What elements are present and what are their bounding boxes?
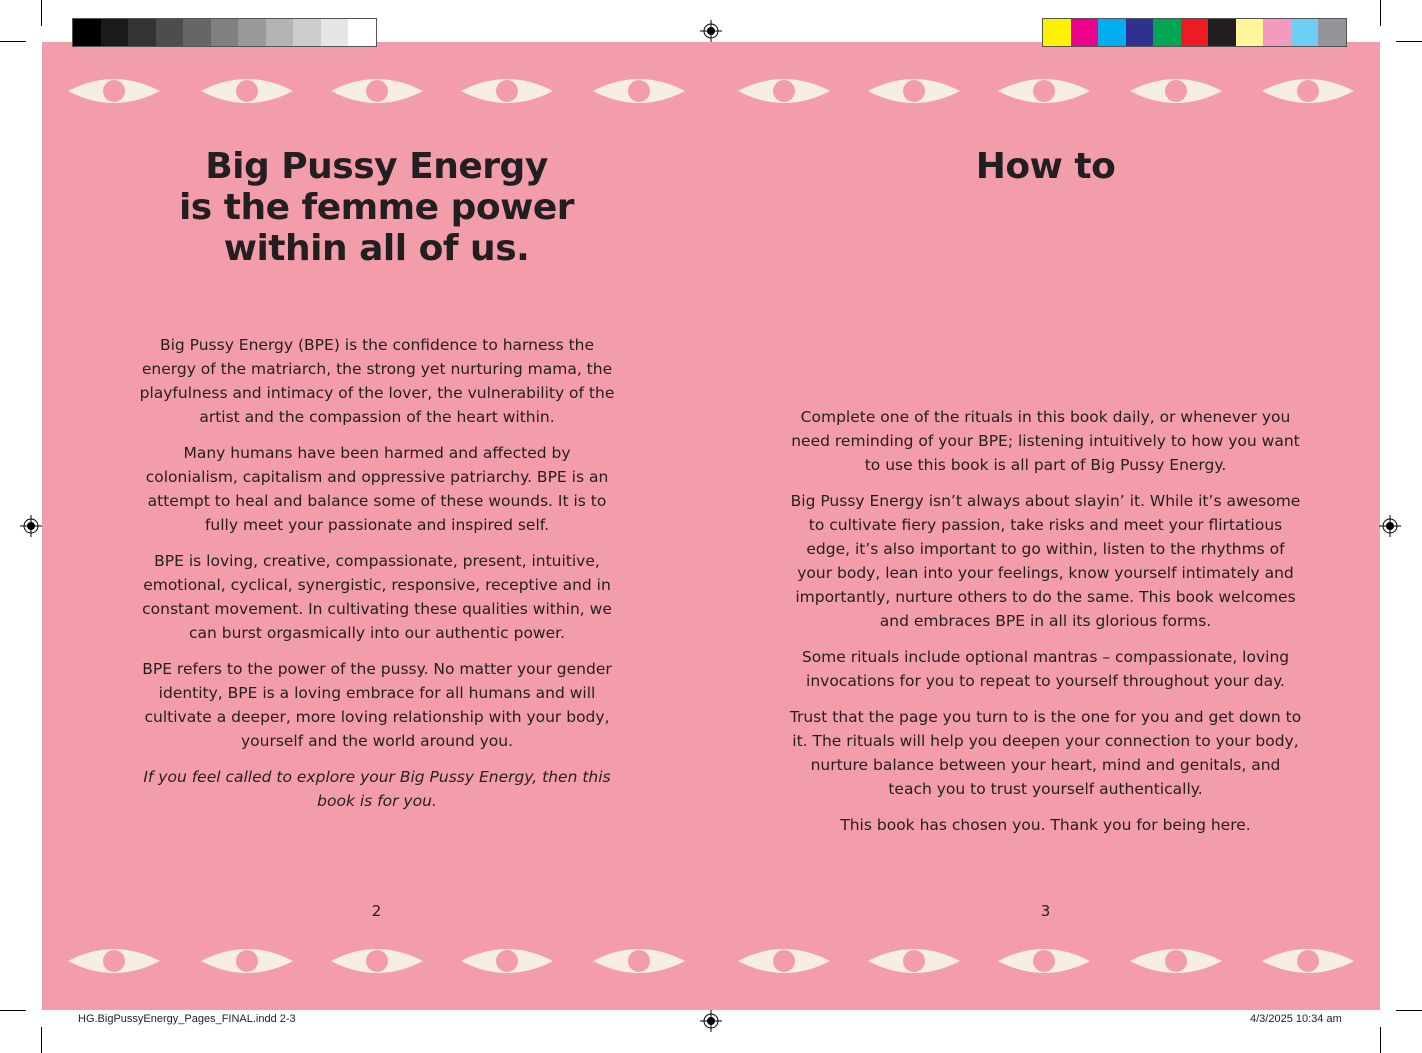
left-page-body [139,333,615,825]
body-paragraph: Big Pussy Energy (BPE) is the confidence to harness the energy of the matriarch, the strong yet nurturing mama, the playfulness and intimacy of the lover, the vulnerability of the artist and the compassion of the heart within. [139,336,615,426]
slug-date: 4/3/2025 10:34 am [1250,1013,1342,1025]
right-page-headline: How to [975,146,1116,187]
left-page-headline [42,146,711,269]
left-page [42,42,711,1010]
slug-file-name: HG.BigPussyEnergy_Pages_FINAL.indd 2-3 [78,1013,296,1025]
registration-mark-icon [700,1010,722,1032]
body-paragraph: Some rituals include optional mantras – compassionate, loving invocations for you to repeat to yourself throughout your day. [801,648,1290,690]
headline-line: within all of us. [223,228,530,269]
headline-line: Big Pussy Energy [205,146,548,187]
registration-mark-icon [700,20,722,42]
body-paragraph: Many humans have been harmed and affected by colonialism, capitalism and oppressive patriarchy. BPE is an attempt to heal and balance some of these wounds. It is to fully meet your passionate and inspired self. [145,444,609,534]
right-page-body [789,405,1302,849]
registration-mark-icon [1379,515,1401,537]
closing-italic-paragraph: If you feel called to explore your Big Pussy Energy, then this book is for you. [143,768,611,810]
page-number: 2 [371,902,382,920]
body-paragraph: Trust that the page you turn to is the one for you and get down to it. The rituals will help you deepen your connection to your body, nurture balance between your heart, mind and genitals, and teach you to trust yourself authentically. [789,708,1302,798]
headline-line: is the femme power [178,187,575,228]
page-number: 3 [1040,902,1051,920]
body-paragraph: BPE refers to the power of the pussy. No matter your gender identity, BPE is a loving embrace for all humans and will cultivate a deeper, more loving relationship with your body, yourself and the world around you. [142,660,612,750]
registration-mark-icon [20,515,42,537]
body-paragraph: Big Pussy Energy isn’t always about slayin’ it. While it’s awesome to cultivate fiery passion, take risks and meet your flirtatious edge, it’s also important to go within, listen to the rhythms of your body, lean into your feelings, know yourself intimately and importantly, nurture others to do the same. This book welcomes and embraces BPE in all its glorious forms. [790,492,1301,630]
body-paragraph: This book has chosen you. Thank you for being here. [840,816,1251,834]
right-page [711,42,1380,1010]
body-paragraph: BPE is loving, creative, compassionate, present, intuitive, emotional, cyclical, synergistic, responsive, receptive and in constant movement. In cultivating these qualities within, we can burst orgasmically into our authentic power. [142,552,612,642]
body-paragraph: Complete one of the rituals in this book daily, or whenever you need reminding of your BPE; listening intuitively to how you want to use this book is all part of Big Pussy Energy. [791,408,1300,474]
